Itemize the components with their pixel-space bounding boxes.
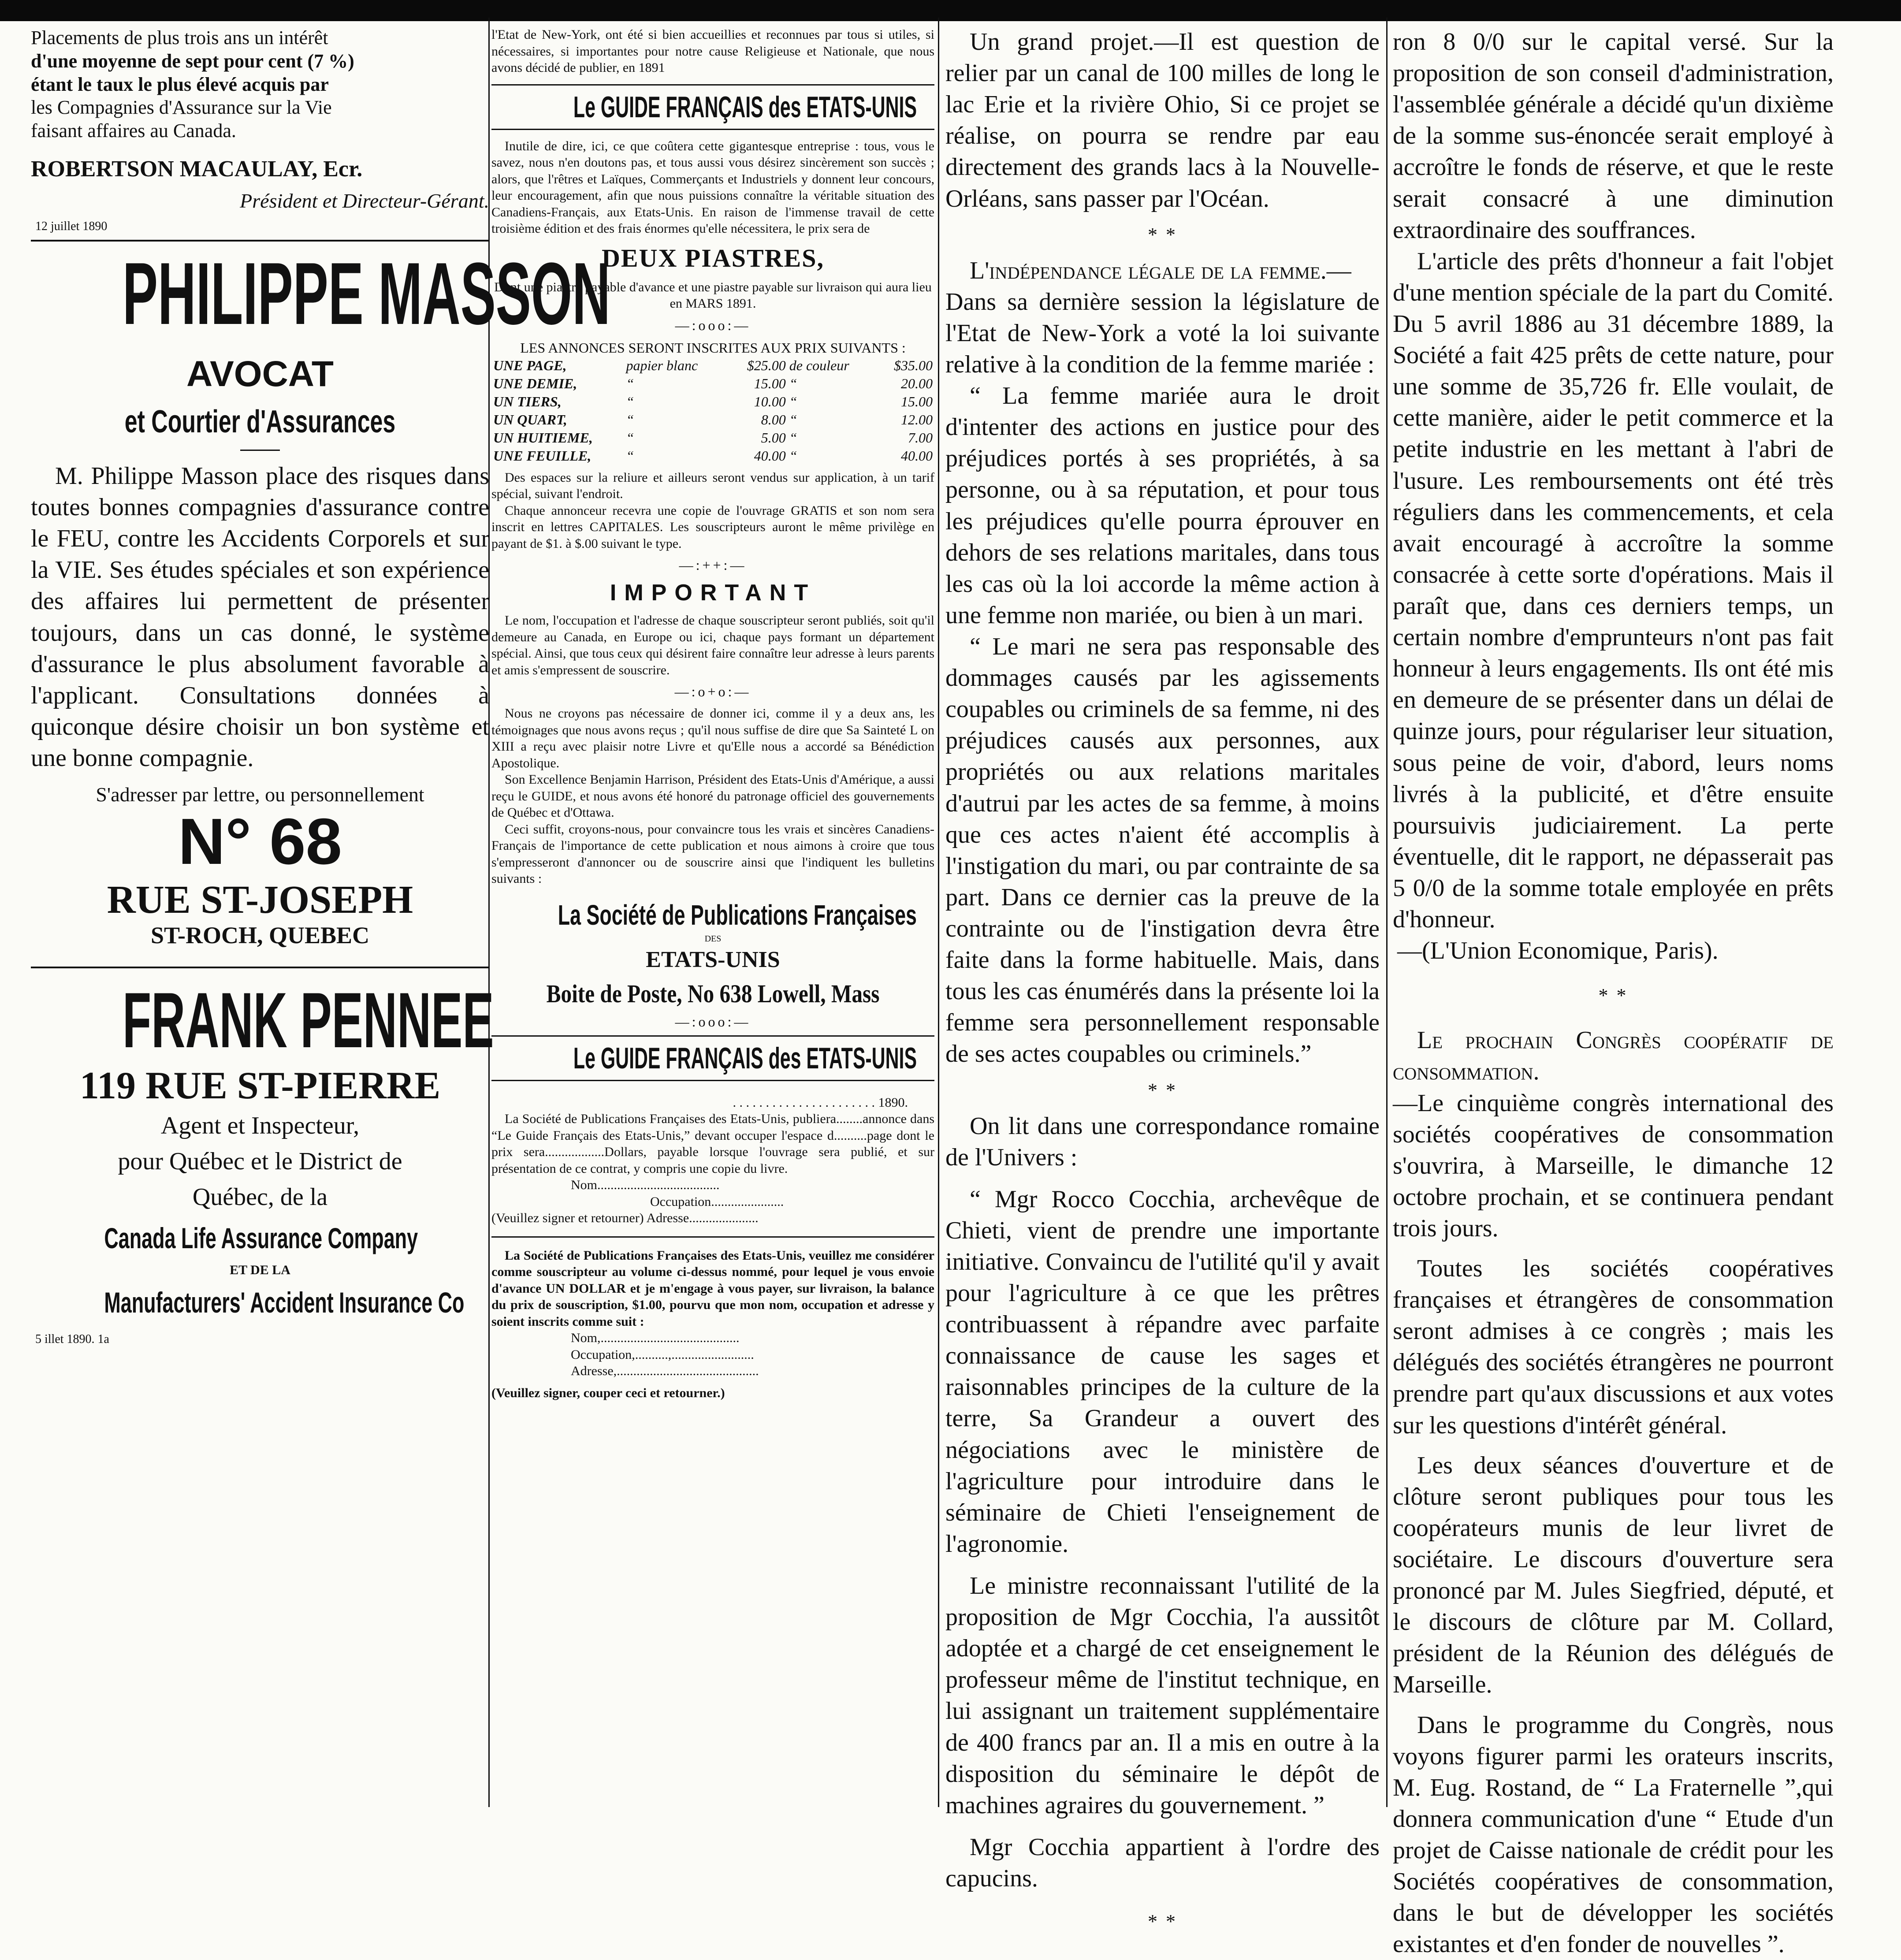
masson-subtitle: et Courtier d'Assurances [124,404,396,439]
form-occupation-field: Occupation,..........,......................... [571,1347,754,1362]
article-femme-p1: Dans sa dernière session la législature de l'Etat de New-York a voté la loi suivante relative à la condition de la femme mariée : [945,288,1380,378]
guide-title: Le GUIDE FRANÇAIS des ETATS-UNIS [573,1041,917,1075]
stars-separator: * * [1148,223,1177,245]
pennee-ad [31,976,494,1319]
price-cell: $35.00 [894,357,933,373]
harrison-text: Son Excellence Benjamin Harrison, Président des Etats-Unis d'Amérique, a aussi reçu le GUIDE, et nous avons été honoré du patronage officiel des gouvernements de Québec et d'Ottawa. [491,772,934,820]
price-cell: 12.00 [901,411,933,428]
pennee-street: 119 RUE ST-PIERRE [79,1064,441,1107]
price-cell: 15.00 [754,375,786,391]
price-cell: UNE FEUILLE, [493,447,592,464]
separator: —:o+o:— [674,684,751,699]
masson-address-intro: S'adresser par lettre, ou personnellement [96,783,424,806]
masson-body: M. Philippe Masson place des risques dans toutes bonnes compagnies d'assurance contre le FEU, contre les Accidents Corporels et sur la VIE. Ses études spéciales et son expérience des affaires lui permettent de présenter toujours, dans un cas donné, le système d'assurance le plus absolument favorable à l'applicant. Consultations données à quiconque désire choisir un bon système et une bonne compagnie. [31,462,489,772]
guide-intro: l'Etat de New-York, ont été si bien accueillies et reconnues par tous si utiles, si nécessaires, si importantes pour notre cause Religieuse et Nationale, que nous avons décidé de publier, en 1891 [491,27,934,75]
publisher-block [491,899,934,1008]
chaque-text: Chaque annonceur recevra une copie de l'ouvrage GRATIS et son nom sera inscrit en lettres CAPITALES. Les souscripteurs auront le même privilège en payant de $1. à $.00 suivant le type. [491,503,934,551]
masson-street: RUE ST-JOSEPH [107,878,413,922]
espaces-text: Des espaces sur la reliure et ailleurs seront vendus sur application, à un tarif spécial, suivant l'endroit. [491,470,934,501]
price-cell: “ [789,429,797,446]
price-cell: 7.00 [908,429,933,446]
important-heading: IMPORTANT [610,580,816,606]
ad-date: 12 juillet 1890 [35,219,108,233]
article-congres-heading: Le prochain Congrès coopératif de consommation. [1393,1026,1834,1086]
price-row [491,447,934,465]
price-cell: “ [626,393,634,409]
masson-number: N° 68 [178,805,342,878]
price-cell: “ [626,375,634,391]
article-grand-projet: Un grand projet.—Il est question de relier par un canal de 100 milles de long le lac Erie et la rivière Ohio, Si ce projet se réalise, on pourra se rendre par eau directement des grands lacs à la Nouvelle-Orléans, sans passer par l'Océan. [945,28,1380,212]
subscriber-form [491,1247,934,1402]
price-cell: 10.00 [754,393,786,409]
article-rome-p2: Le ministre reconnaissant l'utilité de la proposition de Mgr Cocchia, l'a aussitôt adoptée et a chargé de cet enseignement le professeur même de l'institut technique, en lui assignant un traitement supplémentaire de 400 francs par an. Il a mis en outre à la disposition du séminaire le dépôt de machines agraires du gouvernement. ” [945,1572,1380,1819]
intro-line: étant le taux le plus élevé acquis par [31,73,329,95]
article-rome-p3: Mgr Cocchia appartient à l'ordre des capucins. [945,1833,1380,1893]
article-prets-p1: ron 8 0/0 sur le capital versé. Sur la proposition de son conseil d'administration, l'assemblée générale a décidé qu'un dixième de la somme sus-énoncée serait employé à accroître le fonds de réserve, et que le reste serait consacré à une diminution extraordinaire des souffrances. [1393,28,1834,244]
ad-date: 5 illet 1890. 1a [35,1332,109,1346]
stars-separator: * * [1598,985,1628,1007]
guide-body: Inutile de dire, ici, ce que coûtera cette gigantesque entreprise : tous, vous le savez, nous n'en doutons pas, et tous aussi vous désirez sincèrement son succès ; alors, que l'rêtres et Laïques, Commerçants et Industriels y donnent leur concours, leur encouragement, afin que nous puissions connaître la véritable situation des Canadiens-Français, aux Etats-Unis. En raison de l'immense travail de cette troisième édition et des frais énormes qu'elle nécessitera, le prix sera de [491,138,934,236]
publisher-address: Boite de Poste, No 638 Lowell, Mass [546,979,880,1008]
article-femme-p3: “ Le mari ne sera pas responsable des dommages causés par les agissements coupables ou criminels de sa femme, ni des préjudices causés aux personnes, aux propriétés ou aux relations maritales d'autrui par les actes de sa femme, à moins que ces actes n'aient été accomplis à l'instigation du mari, ou par contrainte de sa part. Dans ce dernier cas la preuve de la contrainte ou de l'instigation devra être faite dans la forme habituelle. Mais, dans tous les cas énumérés dans la présente loi la femme sera personnellement responsable de ses actes coupables ou criminels.” [945,632,1380,1068]
price-cell: “ [789,375,797,391]
form-body: La Société de Publications Françaises des Etats-Unis, veuillez me considérer comme souscripteur au volume ci-dessus nommé, pour lequel je vous envoie d'avance UN DOLLAR et je m'engage à vous payer, sur livraison, la balance du prix de souscription, $1.00, pourvu que mon nom, occupation et adresse y soient inscrits comme suit : [491,1248,934,1329]
form-date: . . . . . . . . . . . . . . . . . . . . . . 1890. [733,1095,908,1110]
stars-separator: * * [1148,1911,1177,1933]
column-rule [938,18,939,1807]
pennee-role: Agent et Inspecteur, [160,1112,360,1139]
price-cell: 15.00 [901,393,933,409]
annonces-head: LES ANNONCES SERONT INSCRITES AUX PRIX SUIVANTS : [520,339,906,356]
column-3 [945,26,1380,1942]
intro-line: d'une moyenne de sept pour cent (7 %) [31,50,354,72]
publisher-country: ETATS-UNIS [646,947,780,972]
signer-title: Président et Directeur-Gérant. [240,189,489,212]
separator: —:++:— [679,557,747,573]
masson-city: ST-ROCH, QUEBEC [150,922,370,948]
masson-title: AVOCAT [186,353,334,394]
guide-title: Le GUIDE FRANÇAIS des ETATS-UNIS [573,90,917,124]
price-cell: UN HUITIEME, [493,429,593,446]
masson-name: PHILIPPE MASSON [123,244,610,343]
pennee-role: pour Québec et le District de [118,1147,402,1175]
article-congres-p3: Les deux séances d'ouverture et de clôture seront publiques pour tous les coopérateurs munis de leur livret de sociétaire. Le discours d'ouverture sera prononcé par M. Jules Siegfried, député, et le discours de clôture par M. Collard, président de la Réunion des délégués de Marseille. [1393,1451,1834,1699]
article-prets-p2: L'article des prêts d'honneur a fait l'objet d'une mention spéciale de la part du Comité. Du 5 avril 1886 au 31 décembre 1889, la Société a fait 425 prêts de cette nature, pour une somme de 35,726 fr. Elle voulait, de cette manière, aider le petit commerce et la petite industrie en les mettant à l'abri de l'usure. Les remboursements ont été très réguliers dans les commencements, et cela avait encouragé à accroître la somme consacrée à cette sorte d'opérations. Mais il paraît que, dans ces derniers temps, un certain nombre d'emprunteurs n'ont pas fait honneur à leurs engagements. Ils ont été mis en demeure de se présenter dans un délai de quinze jours, pour régulariser leur situation, sous peine de voir, d'abord, leurs noms livrés à la publicité, et d'être ensuite poursuivis judiciairement. La perte éventuelle, dit le rapport, ne dépasserait pas 5 0/0 de la somme totale employée en prêts d'honneur. [1393,247,1834,934]
insurance-intro [31,26,489,143]
price-cell: UNE DEMIE, [493,375,577,391]
temoignages-text: Nous ne croyons pas nécessaire de donner ici, comme il y a deux ans, les témoignages que nous avons reçus ; qu'il nous suffise de dire que Sa Sainteté L on XIII a reçu avec plaisir notre Livre et qu'Elle nous a accordé sa Bénédiction Apostolique. [491,706,934,770]
form-name-field: Nom..................................... [571,1178,720,1192]
publisher-name: La Société de Publications Françaises [558,899,917,931]
article-rome-intro: On lit dans une correspondance romaine de l'Univers : [945,1112,1380,1171]
column-2 [491,26,934,1401]
divider [491,1236,934,1238]
guide-price: DEUX PIASTRES, [602,243,824,272]
separator: —:ooo:— [675,1013,751,1030]
price-cell: “ [626,411,634,428]
important-body: Le nom, l'occupation et l'adresse de chaque souscripteur seront publiés, soit qu'il demeure au Canada, en Europe ou ici, chaque pays formant un département spécial. Ainsi, que tous ceux qui désirent faire connaître leur adresse à leurs parents et amis s'empressent de souscrire. [491,613,934,677]
signer-name: ROBERTSON MACAULAY, Ecr. [31,156,363,182]
intro-line: Placements de plus trois ans un intérêt [31,27,328,48]
price-cell: “ [789,393,797,409]
article-congres-p2: Toutes les sociétés coopératives françaises et étrangères de consommation seront admises à ce congrès ; mais les délégués des sociétés étrangères ne pourront prendre part qu'aux discussions et aux votes sur les questions d'intérêt général. [1393,1255,1834,1439]
top-black-band [0,0,1901,21]
price-row [491,357,934,375]
price-cell: 20.00 [901,375,933,391]
pennee-company: Manufacturers' Accident Insurance Co [104,1286,465,1319]
divider [31,240,489,242]
price-cell: de couleur [789,357,849,373]
ceci-text: Ceci suffit, croyons-nous, pour convaincre tous les vrais et sincères Canadiens-Français de l'importance de cette publication et nous aimons à croire que tous s'empresseront d'annoncer ou de souscrire ainsi que l'indiquent les bulletins suivants : [491,822,934,886]
price-row [491,411,934,429]
column-rule [1386,18,1388,1807]
price-cell: “ [626,429,634,446]
form-body: La Société de Publications Françaises des Etats-Unis, publiera........annonce dans “Le Guide Français des Etats-Unis,” devant occuper l'espace d..........page dont le prix sera..................Dollars, payable lorsque l'ouvrage sera publié, et sur présentation de ce contrat, y compris une copie du livre. [491,1112,934,1176]
price-row [491,375,934,393]
price-row [491,393,934,411]
form-name-field: Nom,.......................................... [571,1331,740,1345]
pennee-name: FRANK PENNEE [123,976,494,1064]
guide-title-box [491,84,934,130]
price-cell: 5.00 [761,429,786,446]
short-rule [240,450,280,451]
article-femme-heading: L'indépendance légale de la femme.— [970,257,1351,284]
price-cell: UNE PAGE, [493,357,567,373]
price-cell: papier blanc [626,357,698,373]
price-row [491,429,934,447]
article-rome-p1: “ Mgr Rocco Cocchia, archevêque de Chieti, vient de prendre une importante initiative. Convaincu de l'utilité qu'il y avait pour l'agriculture à ce que les prêtres contribuassent à répandre avec parfaite connaissance de cause les sages et raisonnables principes de la culture de la terre, Sa Grandeur a ouvert des négociations avec le ministère de l'agriculture pour introduire dans le séminaire de Chieti l'enseignement de l'agronomie. [945,1185,1380,1558]
divider [31,967,489,968]
form-occupation-field: Occupation...................... [650,1194,784,1209]
form-sign-line: (Veuillez signer, couper ceci et retourner.) [491,1385,725,1400]
article-congres-p4: Dans le programme du Congrès, nous voyons figurer parmi les orateurs inscrits, M. Eug. Rostand, de “ La Fraternelle ”,qui donnera communication d'une “ Etude d'un projet de Caisse nationale de crédit pour les Sociétés coopératives de consommation, dans le but de développer les sociétés existantes et d'en fonder de nouvelles ”. [1393,1711,1834,1958]
pennee-company: Canada Life Assurance Company [104,1222,418,1255]
price-cell: 8.00 [761,411,786,428]
advertiser-form [491,1094,934,1227]
separator: —:ooo:— [675,317,751,333]
price-cell: “ [789,411,797,428]
price-table [491,357,934,465]
price-cell: $25.00 [747,357,786,373]
pennee-role: Québec, de la [192,1183,328,1211]
publisher-des: DES [704,934,722,944]
price-cell: 40.00 [901,447,933,464]
price-cell: “ [626,447,634,464]
stars-separator: * * [1148,1079,1177,1101]
guide-title-box [491,1035,934,1081]
article-source: —(L'Union Economique, Paris). [1397,937,1719,965]
article-congres-p1: —Le cinquième congrès international des sociétés coopératives de consommation s'ouvrira, à Marseille, le dimanche 12 octobre prochain, et se continuera pendant trois jours. [1393,1089,1834,1242]
form-sign-line: (Veuillez signer et retourner) Adresse..................... [491,1211,759,1225]
guide-price-terms: Dont une piastre payable d'avance et une piastre payable sur livraison qui aura lieu en MARS 1891. [494,279,932,311]
intro-line: les Compagnies d'Assurance sur la Vie [31,97,332,119]
price-cell: 40.00 [754,447,786,464]
form-address-field: Adresse,........................................... [571,1364,759,1378]
column-4 [1393,26,1834,1960]
pennee-conj: ET DE LA [230,1263,290,1278]
price-cell: UN TIERS, [493,393,562,409]
article-femme-p2: “ La femme mariée aura le droit d'intenter des actions en justice pour des préjudices portés à ses propriétés, à sa personne, ou à sa réputation, et pour tous les préjudices qu'elle pourra éprouver en dehors de ses relations maritales, dans tous les cas où la loi accorde la même action à une femme non mariée, ou bien à un mari. [945,382,1380,629]
intro-line: faisant affaires au Canada. [31,120,236,142]
price-cell: “ [789,447,797,464]
price-cell: UN QUART, [493,411,567,428]
